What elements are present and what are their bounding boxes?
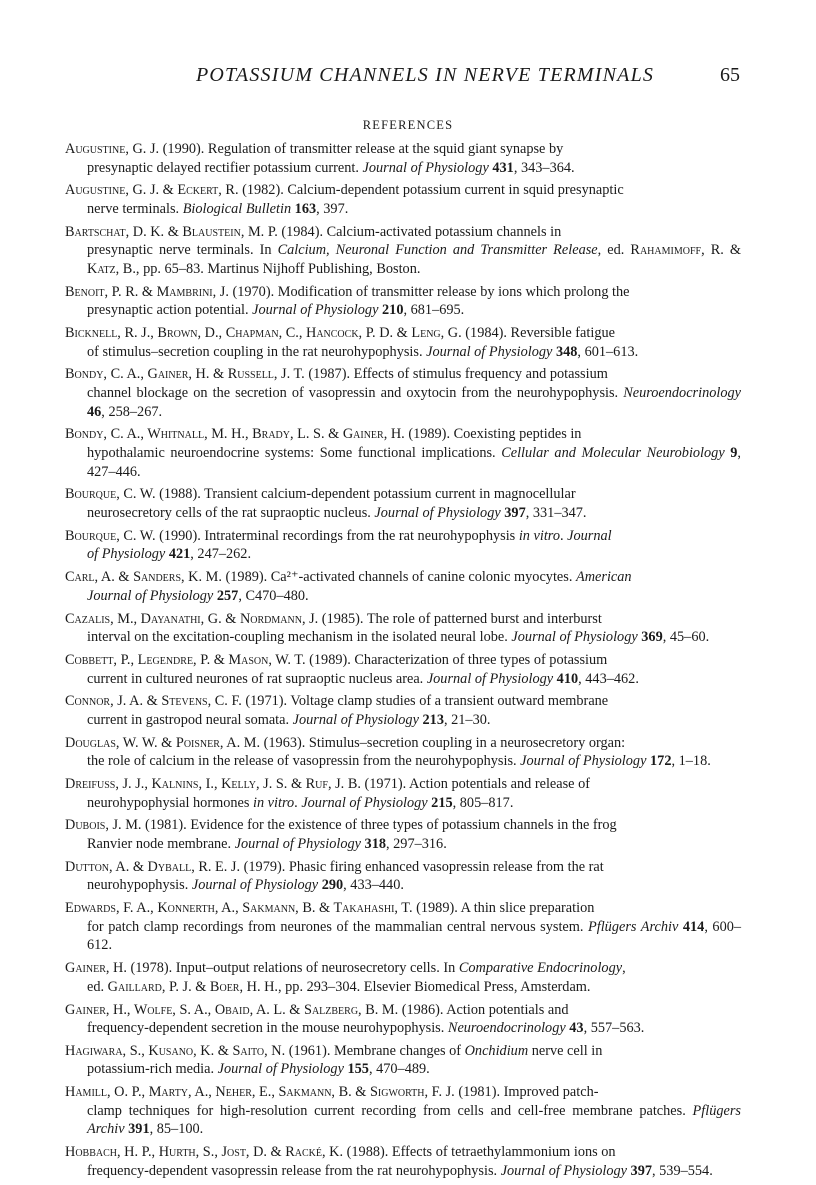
reference-volume: 43 (569, 1020, 584, 1037)
reference-entry (65, 858, 741, 895)
reference-text: (1989). A thin slice preparation (412, 900, 595, 917)
reference-text: nerve terminals. (87, 200, 183, 217)
page-number: 65 (720, 64, 740, 86)
reference-entry (65, 775, 741, 812)
reference-text: , C470–480. (238, 587, 309, 604)
reference-source: Journal of Physiology (362, 159, 489, 176)
reference-source: in vitro (252, 794, 295, 811)
reference-continuation (65, 504, 741, 523)
reference-authors: Bourque, C. W. (65, 486, 156, 503)
reference-text: , pp. 293–304. Elsevier Biomedical Press, Amsterdam. (278, 978, 591, 995)
reference-text: (1989). Ca²⁺-activated channels of canine colonic myocytes. (221, 569, 576, 586)
reference-authors: Bicknell, R. J., Brown, D., Chapman, C., Hancock, P. D. & Leng, G. (65, 325, 462, 342)
reference-volume: 155 (347, 1061, 369, 1078)
reference-source: Biological Bulletin (182, 200, 292, 217)
reference-entry (65, 959, 741, 996)
reference-entry (65, 734, 741, 771)
reference-entry (65, 485, 741, 522)
reference-text: clamp techniques for high-resolution current recording from cells and cell-free membrane patches. (87, 1102, 693, 1119)
reference-source: Neuroendocrinology (447, 1020, 566, 1037)
reference-source: Journal of Physiology (520, 753, 647, 770)
reference-continuation (65, 711, 741, 730)
reference-text: (1978). Input–output relations of neurosecretory cells. In (126, 960, 459, 977)
reference-volume: 9 (730, 445, 738, 462)
reference-text: hypothalamic neuroendocrine systems: Some functional implications. (87, 445, 502, 462)
reference-text: (1989). Characterization of three types of potassium (305, 651, 608, 668)
reference-source: Neuroendocrinology (623, 385, 741, 402)
reference-source: Journal of Physiology (511, 629, 638, 646)
reference-entry (65, 651, 741, 688)
reference-authors: Connor, J. A. & Stevens, C. F. (65, 693, 242, 710)
reference-entry (65, 324, 741, 361)
reference-text: , 85–100. (149, 1121, 204, 1138)
reference-text: , 247–262. (190, 546, 252, 563)
reference-volume: 172 (650, 753, 672, 770)
reference-text: (1989). Coexisting peptides in (404, 426, 582, 443)
reference-volume: 421 (168, 546, 191, 563)
reference-volume: 410 (556, 670, 579, 687)
reference-authors: Hobbach, H. P., Hurth, S., Jost, D. & Racké, K. (65, 1144, 344, 1161)
reference-entry (65, 223, 741, 279)
reference-text: , 258–267. (101, 403, 163, 420)
reference-authors: Douglas, W. W. & Poisner, A. M. (65, 734, 261, 751)
reference-text: , 600–612. (87, 918, 742, 954)
reference-source: Journal of Physiology (301, 794, 428, 811)
reference-text: , 539–554. (652, 1162, 713, 1179)
reference-authors: Bartschat, D. K. & Blaustein, M. P. (65, 223, 278, 240)
reference-text: , 397. (316, 200, 349, 217)
reference-entry (65, 568, 741, 605)
reference-entry (65, 899, 741, 955)
reference-text: presynaptic action potential. (87, 302, 253, 319)
reference-text: (1988). Effects of tetraethylammonium ions on (343, 1144, 616, 1161)
reference-text: frequency-dependent vasopressin release from the rat neurohypophysis. (87, 1162, 501, 1179)
reference-text: , (622, 960, 626, 977)
reference-authors: Hagiwara, S., Kusano, K. & Saito, N. (65, 1042, 286, 1059)
reference-text: presynaptic delayed rectifier potassium current. (87, 159, 363, 176)
reference-continuation (65, 1162, 741, 1181)
reference-text: (1987). Effects of stimulus frequency and potassium (304, 366, 608, 383)
reference-source: Journal of Physiology (500, 1162, 627, 1179)
reference-authors: Hamill, O. P., Marty, A., Neher, E., Sakmann, B. & Sigworth, F. J. (65, 1084, 455, 1101)
reference-text: (1985). The role of patterned burst and interburst (318, 610, 602, 627)
reference-text: , 557–563. (583, 1020, 645, 1037)
reference-source: Journal of Physiology (217, 1061, 344, 1078)
reference-text: (1979). Phasic firing enhanced vasopressin release from the rat (240, 858, 604, 875)
reference-volume: 431 (492, 159, 514, 176)
reference-volume: 391 (128, 1121, 150, 1138)
reference-volume: 215 (431, 794, 453, 811)
reference-text: Ranvier node membrane. (87, 836, 235, 852)
reference-text: , 601–613. (577, 343, 639, 360)
reference-text: potassium-rich media. (87, 1061, 218, 1078)
reference-source: in vitro (518, 527, 560, 544)
reference-continuation (65, 978, 741, 997)
reference-entry (65, 610, 741, 647)
reference-source: Journal of Physiology (426, 343, 553, 360)
reference-text: nerve cell in (528, 1042, 603, 1059)
reference-text: of stimulus–secretion coupling in the rat neurohypophysis. (87, 343, 427, 360)
reference-text: (1981). Improved patch- (454, 1084, 599, 1101)
reference-volume: 257 (216, 587, 239, 604)
reference-entry (65, 425, 741, 481)
reference-authors: Benoit, P. R. & Mambrini, J. (65, 283, 229, 300)
reference-authors: Gainer, H. (65, 960, 127, 977)
reference-text: , 297–316. (386, 836, 447, 852)
reference-authors: Rahamimoff, R. & Katz, B. (87, 242, 741, 277)
reference-authors: Augustine, G. J. & Eckert, R. (65, 182, 239, 199)
reference-text: , 470–489. (368, 1061, 430, 1078)
reference-continuation (65, 918, 741, 955)
reference-text: current in gastropod neural somata. (87, 711, 293, 728)
reference-continuation (65, 301, 741, 320)
reference-entry (65, 181, 741, 218)
reference-text: (1971). Action potentials and release of (360, 776, 591, 793)
reference-text: interval on the excitation-coupling mechanism in the isolated neural lobe. (87, 629, 512, 646)
reference-authors: Bondy, C. A., Whitnall, M. H., Brady, L. S. & Gainer, H. (65, 426, 405, 443)
reference-entry (65, 140, 741, 177)
reference-volume: 210 (382, 302, 404, 319)
reference-volume: 369 (641, 629, 663, 646)
reference-text: the role of calcium in the release of vasopressin from the neurohypophysis. (87, 753, 521, 770)
reference-authors: Augustine, G. J. (65, 141, 160, 157)
running-title: POTASSIUM CHANNELS IN NERVE TERMINALS (196, 64, 655, 86)
reference-text: (1984). Calcium-activated potassium channels in (277, 223, 562, 240)
reference-volume: 414 (682, 918, 705, 935)
reference-continuation (65, 670, 741, 689)
reference-text: (1988). Transient calcium-dependent potassium current in magnocellular (155, 486, 576, 503)
reference-source: Journal of Physiology (191, 877, 319, 894)
reference-authors: Cazalis, M., Dayanathi, G. & Nordmann, J. (65, 610, 319, 627)
reference-continuation (65, 628, 741, 647)
reference-volume: 163 (294, 200, 317, 217)
reference-text: (1982). Calcium-dependent potassium current in squid presynaptic (238, 182, 624, 199)
reference-text: for patch clamp recordings from neurones of the mammalian central nervous system. (87, 918, 588, 935)
reference-text: (1970). Modification of transmitter release by ions which prolong the (228, 283, 630, 300)
reference-source: Journal of Physiology (374, 505, 501, 521)
reference-continuation (65, 545, 741, 564)
reference-authors: Bondy, C. A., Gainer, H. & Russell, J. T. (65, 366, 305, 383)
reference-continuation (65, 794, 741, 813)
reference-continuation (65, 159, 741, 178)
reference-source: Journal of Physiology (234, 836, 361, 852)
reference-list (65, 140, 741, 1185)
reference-source: Journal of Physiology (252, 302, 379, 319)
reference-text: current in cultured neurones of rat supraoptic nucleus area. (87, 670, 427, 687)
reference-text: , 443–462. (578, 670, 639, 687)
reference-text: , ed. (597, 242, 631, 259)
reference-continuation (65, 587, 741, 606)
reference-source: American (575, 569, 632, 586)
reference-continuation (65, 241, 741, 278)
reference-authors: Cobbett, P., Legendre, P. & Mason, W. T. (65, 651, 306, 668)
reference-volume: 318 (364, 836, 386, 852)
reference-entry (65, 1001, 741, 1038)
reference-text: . (294, 794, 302, 811)
reference-text: frequency-dependent secretion in the mouse neurohypophysis. (87, 1020, 448, 1037)
reference-text: presynaptic nerve terminals. In (87, 242, 278, 259)
reference-source: Journal of Physiology (87, 587, 214, 604)
reference-text: (1981). Evidence for the existence of three types of potassium channels in the frog (141, 817, 617, 834)
reference-text: , 45–60. (662, 629, 710, 646)
reference-entry (65, 692, 741, 729)
reference-text: (1971). Voltage clamp studies of a transient outward membrane (241, 693, 609, 710)
reference-continuation (65, 1060, 741, 1079)
reference-continuation (65, 1019, 741, 1038)
reference-entry (65, 283, 741, 320)
reference-text: (1963). Stimulus–secretion coupling in a neurosecretory organ: (260, 734, 626, 751)
reference-volume: 290 (321, 877, 344, 894)
reference-text: (1961). Membrane changes of (285, 1042, 465, 1059)
reference-source: Calcium, Neuronal Function and Transmitter Release (277, 242, 598, 259)
reference-continuation (65, 1102, 741, 1139)
reference-continuation (65, 752, 741, 771)
page-header (196, 64, 740, 94)
reference-authors: Bourque, C. W. (65, 527, 156, 544)
reference-text: channel blockage on the secretion of vasopressin and oxytocin from the neurohypophysis. (87, 385, 624, 402)
reference-volume: 397 (630, 1162, 652, 1179)
reference-authors: Carl, A. & Sanders, K. M. (65, 569, 222, 586)
reference-authors: Edwards, F. A., Konnerth, A., Sakmann, B. & Takahashi, T. (65, 900, 413, 917)
reference-continuation (65, 343, 741, 362)
reference-authors: Dubois, J. M. (65, 817, 142, 834)
reference-text: , 681–695. (403, 302, 465, 319)
reference-text: , 1–18. (671, 753, 711, 770)
reference-source: of Physiology (87, 546, 166, 563)
reference-continuation (65, 444, 741, 481)
references-heading: REFERENCES (362, 118, 454, 132)
reference-entry (65, 1042, 741, 1079)
reference-text: (1986). Action potentials and (398, 1001, 569, 1018)
reference-text: , 331–347. (525, 505, 587, 521)
reference-text: , 433–440. (343, 877, 404, 894)
reference-source: Pflügers Archiv (87, 1102, 741, 1138)
reference-source: Pflügers Archiv (588, 918, 679, 935)
reference-text: , 21–30. (443, 711, 491, 728)
reference-source: Journal of Physiology (426, 670, 554, 687)
reference-entry (65, 1083, 741, 1139)
reference-authors: Dreifuss, J. J., Kalnins, I., Kelly, J. S. & Ruf, J. B. (65, 776, 361, 793)
reference-continuation (65, 200, 741, 219)
reference-text: neurohypophysis. (87, 877, 192, 894)
reference-continuation (65, 876, 741, 895)
reference-text: ed. (87, 978, 108, 995)
reference-authors: Dutton, A. & Dyball, R. E. J. (65, 858, 241, 875)
reference-authors: Gaillard, P. J. & Boer, H. H. (107, 978, 278, 995)
reference-source: Journal of Physiology (292, 711, 419, 728)
reference-text: . (559, 527, 568, 544)
reference-entry (65, 365, 741, 421)
reference-entry (65, 1143, 741, 1180)
reference-volume: 397 (504, 505, 526, 521)
reference-source: Comparative Endocrinology (458, 960, 623, 977)
reference-text: (1990). Intraterminal recordings from the rat neurohypophysis (155, 527, 519, 544)
reference-volume: 348 (555, 343, 578, 360)
reference-volume: 46 (87, 403, 102, 420)
reference-authors: Gainer, H., Wolfe, S. A., Obaid, A. L. & Salzberg, B. M. (65, 1001, 399, 1018)
reference-source: Journal (567, 527, 612, 544)
reference-entry (65, 816, 741, 853)
reference-continuation (65, 835, 741, 854)
reference-text: neurosecretory cells of the rat supraoptic nucleus. (87, 505, 375, 521)
reference-entry (65, 527, 741, 564)
reference-text: , 343–364. (513, 159, 575, 176)
reference-text: (1984). Reversible fatigue (461, 325, 615, 342)
reference-continuation (65, 384, 741, 421)
reference-text: , pp. 65–83. Martinus Nijhoff Publishing, Boston. (135, 260, 421, 277)
reference-text: (1990). Regulation of transmitter release at the squid giant synapse by (159, 141, 564, 157)
reference-source: Cellular and Molecular Neurobiology (501, 445, 725, 462)
reference-source: Onchidium (464, 1042, 529, 1059)
reference-text: , 427–446. (87, 445, 741, 480)
reference-text: , 805–817. (452, 794, 514, 811)
reference-volume: 213 (422, 711, 444, 728)
reference-text: neurohypophysial hormones (87, 794, 253, 811)
